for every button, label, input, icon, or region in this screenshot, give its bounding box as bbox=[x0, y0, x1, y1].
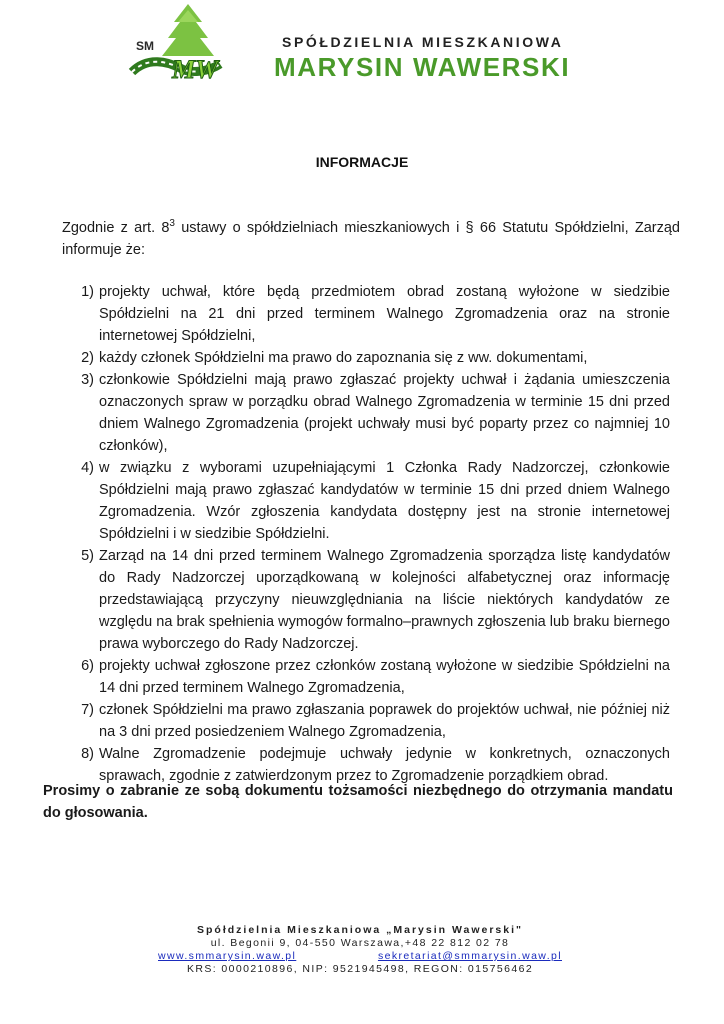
footer-links bbox=[150, 950, 570, 963]
list-item-number: 1) bbox=[81, 284, 94, 300]
list-item bbox=[72, 281, 670, 347]
footer-org-name: Spółdzielnia Mieszkaniowa „Marysin Wawerski" bbox=[197, 924, 523, 936]
footer-registry: KRS: 0000210896, NIP: 9521945498, REGON: 015756462 bbox=[186, 963, 534, 975]
list-item-number: 8) bbox=[81, 746, 94, 762]
logo-sm-text: SM bbox=[136, 39, 154, 53]
website-link[interactable]: www.smmarysin.waw.pl bbox=[158, 950, 297, 962]
list-item bbox=[72, 369, 670, 457]
identity-document-notice: Prosimy o zabranie ze sobą dokumentu tożsamości niezbędnego do otrzymania mandatu do głosowania. bbox=[43, 783, 673, 821]
email-link[interactable]: sekretariat@smmarysin.waw.pl bbox=[377, 950, 562, 962]
org-name: MARYSIN WAWERSKI bbox=[274, 52, 571, 82]
information-list bbox=[72, 281, 670, 787]
list-item-text: członkowie Spółdzielni mają prawo zgłaszać projekty uchwał i żądania umieszczenia oznaczonych spraw w porządku obrad Walnego Zgromadzenia w terminie 15 dni przed dniem Walnego Zgromadzenia (projekt uchwały musi być poparty przez co najmniej 10 członków), bbox=[99, 372, 670, 454]
article-superscript: 3 bbox=[169, 218, 175, 230]
list-item bbox=[72, 655, 670, 699]
list-item-text: projekty uchwał zgłoszone przez członków zostaną wyłożone w siedzibie Spółdzielni na 14 dni przed terminem Walnego Zgromadzenia, bbox=[99, 658, 670, 696]
list-item bbox=[72, 699, 670, 743]
footer bbox=[150, 924, 570, 976]
list-item-text: Zarząd na 14 dni przed terminem Walnego Zgromadzenia sporządza listę kandydatów do Rady Nadzorczej uporządkowaną w kolejności alfabetycznej oraz informację przedstawiającą przyczyny nieuwzględniania na liście niektórych kandydatów ze względu na brak spełnienia wymogów formalno–prawnych zgłoszenia lub braku biernego prawa wyborczego do Rady Nadzorczej. bbox=[99, 548, 670, 652]
list-item-number: 3) bbox=[81, 372, 94, 388]
intro-text-start: Zgodnie z art. 8 bbox=[62, 220, 170, 236]
org-subtitle: SPÓŁDZIELNIA MIESZKANIOWA bbox=[282, 34, 564, 50]
list-item-text: w związku z wyborami uzupełniającymi 1 Członka Rady Nadzorczej, członkowie Spółdzielni mają prawo zgłaszać kandydatów w terminie 15 dni przed dniem Walnego Zgromadzenia. Wzór zgłoszenia kandydata dostępny jest na stronie internetowej Spółdzielni i w siedzibie Spółdzielni. bbox=[99, 460, 670, 542]
footer-address: ul. Begonii 9, 04-550 Warszawa,+48 22 812 02 78 bbox=[210, 937, 510, 949]
logo-mw-text: MW bbox=[172, 55, 219, 84]
intro-text-end: ustawy o spółdzielniach mieszkaniowych i § 66 Statutu Spółdzielni, Zarząd informuje że: bbox=[62, 220, 680, 258]
letterhead bbox=[0, 0, 724, 100]
list-item-text: każdy członek Spółdzielni ma prawo do zapoznania się z ww. dokumentami, bbox=[99, 350, 588, 366]
list-item-number: 2) bbox=[81, 350, 94, 366]
list-item-text: projekty uchwał, które będą przedmiotem obrad zostaną wyłożone w siedzibie Spółdzielni na 21 dni przed terminem Walnego Zgromadzenia oraz na stronie internetowej Spółdzielni, bbox=[99, 284, 670, 344]
document-title: INFORMACJE bbox=[315, 154, 409, 170]
list-item-number: 4) bbox=[81, 460, 94, 476]
list-item bbox=[72, 347, 670, 369]
list-item-number: 7) bbox=[81, 702, 94, 718]
list-item-text: Walne Zgromadzenie podejmuje uchwały jedynie w konkretnych, oznaczonych sprawach, zgodnie z zatwierdzonym przez to Zgromadzenie porządkiem obrad. bbox=[99, 746, 670, 784]
list-item bbox=[72, 545, 670, 655]
intro-paragraph bbox=[62, 217, 680, 261]
list-item-text: członek Spółdzielni ma prawo zgłaszania poprawek do projektów uchwał, nie później niż na 3 dni przed posiedzeniem Walnego Zgromadzenia, bbox=[99, 702, 670, 740]
cooperative-logo bbox=[128, 2, 224, 86]
list-item-number: 5) bbox=[81, 548, 94, 564]
list-item-number: 6) bbox=[81, 658, 94, 674]
list-item bbox=[72, 457, 670, 545]
